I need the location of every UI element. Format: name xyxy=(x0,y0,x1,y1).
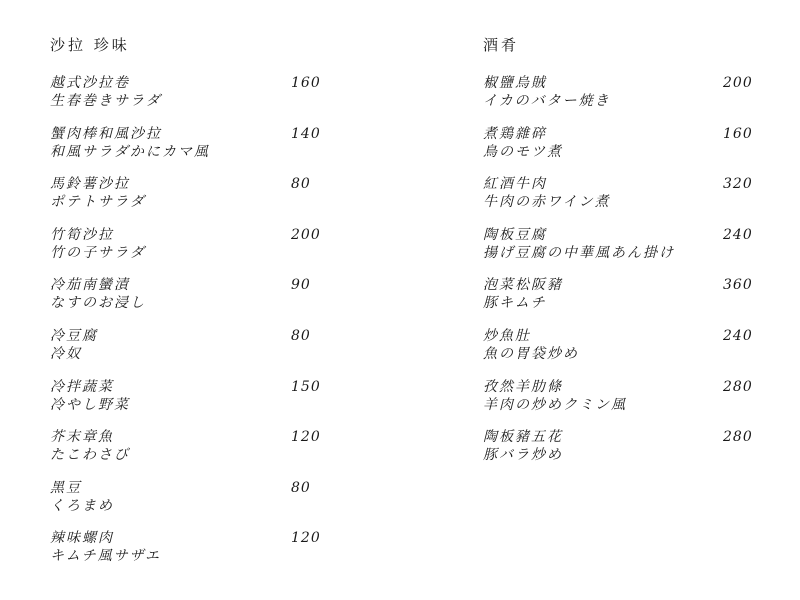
menu-item xyxy=(50,428,370,468)
item-name: 煮鶏雜碎 xyxy=(483,126,547,142)
item-subtitle: 揚げ豆腐の中華風あん掛け xyxy=(483,245,675,261)
item-subtitle: 豚キムチ xyxy=(483,295,547,311)
menu-item xyxy=(50,529,370,569)
item-subtitle: 生春巻きサラダ xyxy=(50,93,162,109)
item-price: 120 xyxy=(291,530,321,546)
item-price: 160 xyxy=(723,126,753,142)
item-price: 320 xyxy=(723,176,753,192)
menu-item xyxy=(483,175,783,215)
menu-item xyxy=(50,175,370,215)
item-name: 竹筍沙拉 xyxy=(50,227,114,243)
menu-item xyxy=(483,74,783,114)
item-name: 冷豆腐 xyxy=(50,328,98,344)
menu-item xyxy=(483,428,783,468)
item-price: 280 xyxy=(723,429,753,445)
section-title-snacks: 酒肴 xyxy=(483,36,520,54)
menu-item xyxy=(50,479,370,519)
item-price: 90 xyxy=(291,277,311,293)
menu-item xyxy=(50,378,370,418)
item-subtitle: 竹の子サラダ xyxy=(50,245,146,261)
item-name: 陶板豬五花 xyxy=(483,429,563,445)
item-name: 蟹肉棒和風沙拉 xyxy=(50,126,162,142)
item-name: 越式沙拉卷 xyxy=(50,75,130,91)
item-price: 150 xyxy=(291,379,321,395)
item-subtitle: 牛肉の赤ワイン煮 xyxy=(483,194,611,210)
menu-item xyxy=(50,276,370,316)
item-price: 240 xyxy=(723,328,753,344)
item-name: 泡菜松阪豬 xyxy=(483,277,563,293)
item-price: 360 xyxy=(723,277,753,293)
item-subtitle: イカのバター焼き xyxy=(483,93,611,109)
item-subtitle: 冷奴 xyxy=(50,346,82,362)
item-name: 椒鹽烏賊 xyxy=(483,75,547,91)
item-name: 炒魚肚 xyxy=(483,328,531,344)
menu-item xyxy=(483,276,783,316)
item-price: 160 xyxy=(291,75,321,91)
item-subtitle: なすのお浸し xyxy=(50,295,146,311)
item-price: 240 xyxy=(723,227,753,243)
menu-item xyxy=(50,327,370,367)
item-price: 80 xyxy=(291,480,311,496)
item-price: 80 xyxy=(291,328,311,344)
item-name: 馬鈴薯沙拉 xyxy=(50,176,130,192)
item-price: 140 xyxy=(291,126,321,142)
menu-item xyxy=(50,74,370,114)
item-subtitle: 和風サラダかにカマ風 xyxy=(50,144,210,160)
menu-item xyxy=(50,226,370,266)
item-name: 紅酒牛肉 xyxy=(483,176,547,192)
item-subtitle: 羊肉の炒めクミン風 xyxy=(483,397,627,413)
item-price: 200 xyxy=(291,227,321,243)
item-name: 孜然羊肋條 xyxy=(483,379,563,395)
item-subtitle: ポテトサラダ xyxy=(50,194,146,210)
item-name: 陶板豆腐 xyxy=(483,227,547,243)
item-subtitle: くろまめ xyxy=(50,498,114,514)
item-subtitle: 冷やし野菜 xyxy=(50,397,130,413)
menu-item xyxy=(483,125,783,165)
menu-item xyxy=(483,327,783,367)
item-subtitle: たこわさび xyxy=(50,447,130,463)
item-name: 黑豆 xyxy=(50,480,82,496)
item-price: 280 xyxy=(723,379,753,395)
item-price: 80 xyxy=(291,176,311,192)
item-subtitle: 魚の胃袋炒め xyxy=(483,346,579,362)
item-name: 冷茄南蠻漬 xyxy=(50,277,130,293)
menu-item xyxy=(483,378,783,418)
item-subtitle: 豚バラ炒め xyxy=(483,447,563,463)
menu-item xyxy=(50,125,370,165)
section-title-salad: 沙拉 珍味 xyxy=(50,36,130,54)
item-name: 辣味螺肉 xyxy=(50,530,114,546)
item-subtitle: 鳥のモツ煮 xyxy=(483,144,563,160)
item-name: 芥末章魚 xyxy=(50,429,114,445)
item-price: 200 xyxy=(723,75,753,91)
item-subtitle: キムチ風サザエ xyxy=(50,548,162,564)
item-name: 冷拌蔬菜 xyxy=(50,379,114,395)
item-price: 120 xyxy=(291,429,321,445)
menu-item xyxy=(483,226,783,266)
